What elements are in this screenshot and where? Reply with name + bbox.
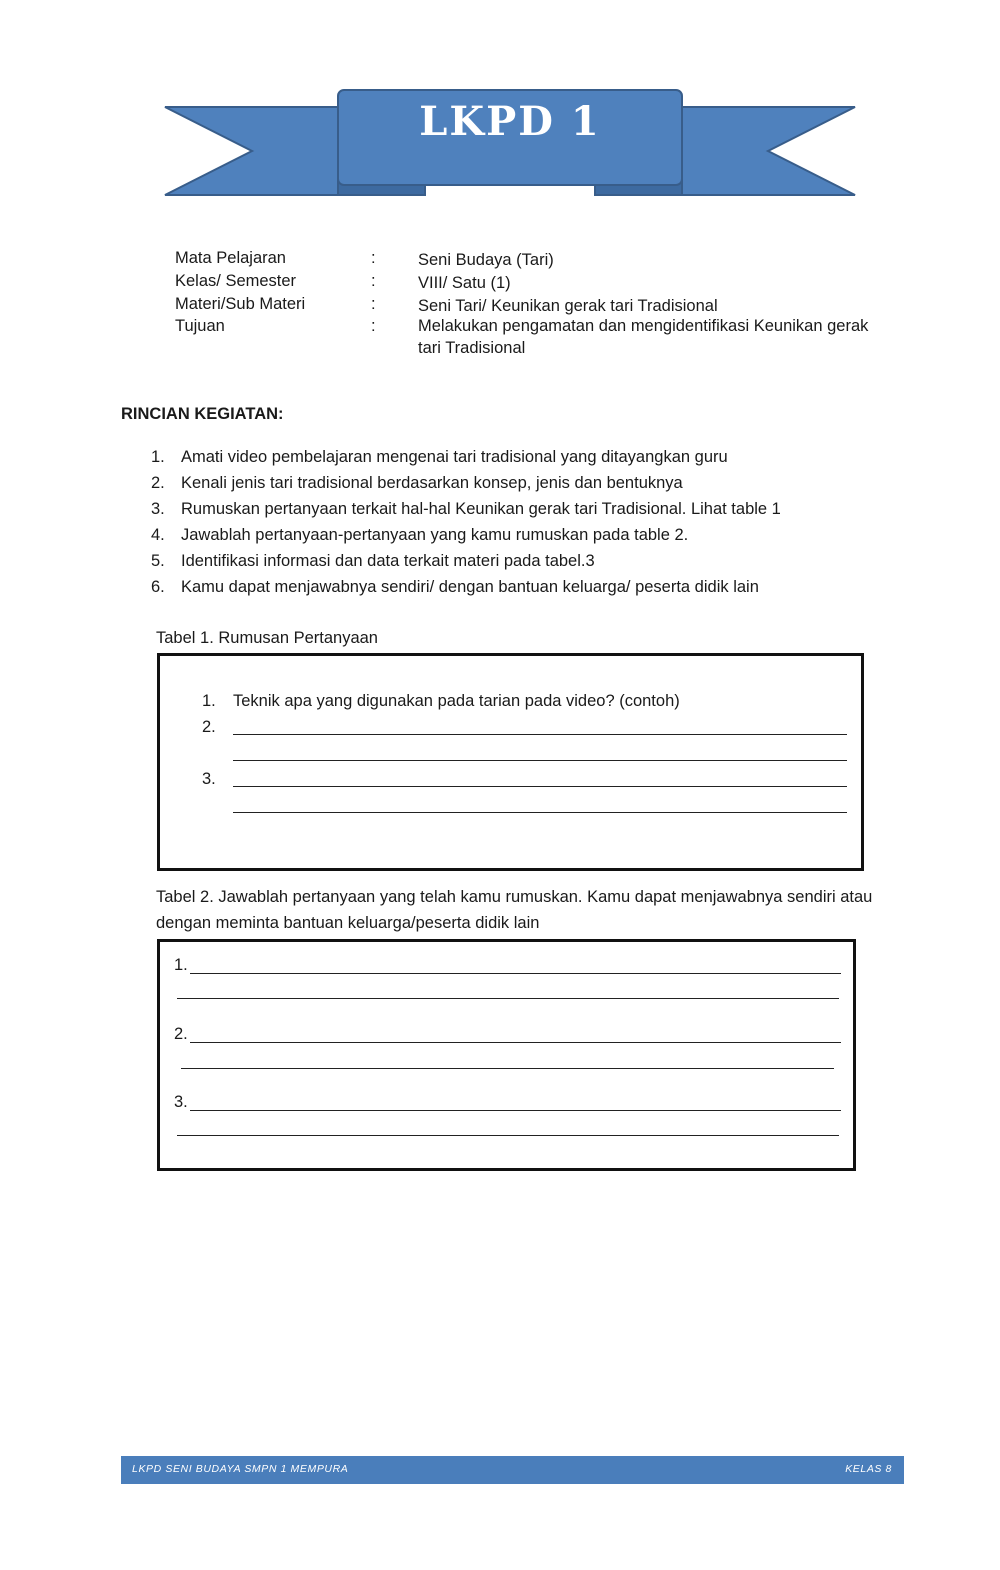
info-colon: : [371,272,376,290]
list-item-number: 4. [151,526,165,544]
info-value-kelas: VIII/ Satu (1) [418,274,511,292]
info-label-materi: Materi/Sub Materi [175,295,306,313]
tabel1-caption: Tabel 1. Rumusan Pertanyaan [156,629,378,647]
info-value-mapel: Seni Budaya (Tari) [418,251,554,269]
info-colon: : [371,249,376,267]
answer-number: 3. [174,1093,188,1111]
page-title: LKPD 1 [419,98,601,145]
footer-left-text: LKPD SENI BUDAYA SMPN 1 MEMPURA [132,1463,349,1475]
list-item: Amati video pembelajaran mengenai tari tradisional yang ditayangkan guru [181,448,728,466]
list-item-number: 6. [151,578,165,596]
answer-number: 2. [174,1025,188,1043]
info-value-materi: Seni Tari/ Keunikan gerak tari Tradisional [418,297,718,315]
info-label-mapel: Mata Pelajaran [175,249,286,267]
answer-2-line[interactable] [190,1042,841,1043]
list-item: Identifikasi informasi dan data terkait materi pada tabel.3 [181,552,595,570]
answer-3-line-continued[interactable] [177,1135,839,1136]
list-item-number: 1. [151,448,165,466]
ribbon-left-tail [165,107,340,195]
ribbon-right-tail [675,107,855,195]
list-item-number: 2. [151,474,165,492]
question-3-line[interactable] [233,786,847,787]
page-footer [121,1456,904,1484]
answer-number: 1. [174,956,188,974]
list-item: Rumuskan pertanyaan terkait hal-hal Keunikan gerak tari Tradisional. Lihat table 1 [181,500,781,518]
tabel2-box [157,939,856,1171]
tabel2-caption: Tabel 2. Jawablah pertanyaan yang telah kamu rumuskan. Kamu dapat menjawabnya sendiri atau dengan meminta bantuan keluarga/peserta didik lain [156,888,873,932]
list-item: Kamu dapat menjawabnya sendiri/ dengan bantuan keluarga/ peserta didik lain [181,578,759,596]
tabel1-box [157,653,864,871]
question-number: 3. [202,770,216,788]
list-item-number: 3. [151,500,165,518]
answer-2-line-continued[interactable] [181,1068,834,1069]
list-item: Jawablah pertanyaan-pertanyaan yang kamu rumuskan pada table 2. [181,526,689,544]
info-colon: : [371,317,376,335]
info-colon: : [371,295,376,313]
list-item: Kenali jenis tari tradisional berdasarkan konsep, jenis dan bentuknya [181,474,683,492]
question-2-line[interactable] [233,734,847,735]
question-2-line-continued[interactable] [233,760,847,761]
footer-right-text: KELAS 8 [845,1463,892,1475]
section-heading: RINCIAN KEGIATAN: [121,405,284,423]
question-number: 2. [202,718,216,736]
list-item-number: 5. [151,552,165,570]
answer-1-line-continued[interactable] [177,998,839,999]
info-value-tujuan: Melakukan pengamatan dan mengidentifikasi Keunikan gerak tari Tradisional [418,317,869,357]
question-number: 1. [202,692,216,710]
question-example: Teknik apa yang digunakan pada tarian pada video? (contoh) [233,692,680,710]
info-label-tujuan: Tujuan [175,317,225,335]
question-3-line-continued[interactable] [233,812,847,813]
info-label-kelas: Kelas/ Semester [175,272,297,290]
answer-1-line[interactable] [190,973,841,974]
answer-3-line[interactable] [190,1110,841,1111]
